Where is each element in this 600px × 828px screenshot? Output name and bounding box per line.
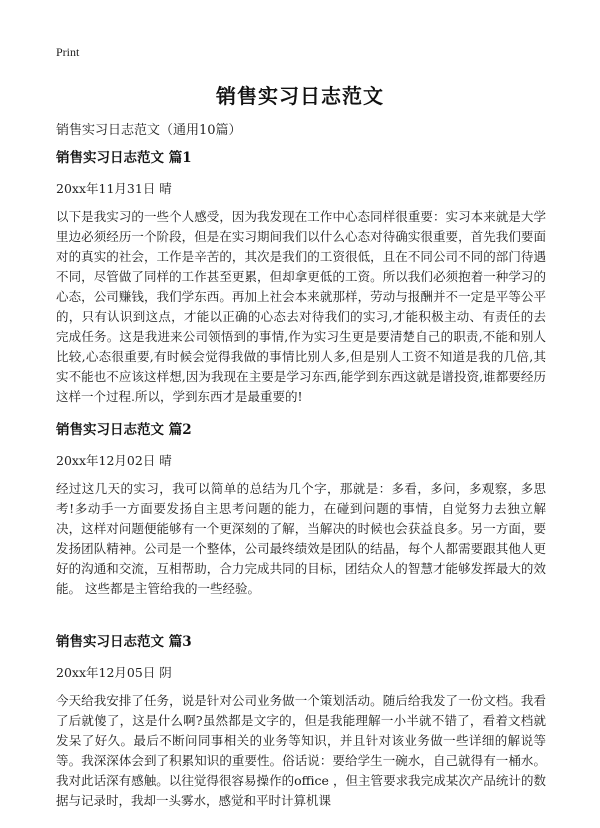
page-title: 销售实习日志范文: [216, 84, 384, 108]
article-date: 20xx年12月05日 阴: [56, 665, 172, 680]
article-2: [56, 420, 546, 599]
article-date: 20xx年11月31日 晴: [56, 181, 172, 196]
print-label[interactable]: Print: [56, 45, 80, 59]
article-body: 经过这几天的实习，我可以简单的总结为几个字，那就是：多看，多问，多观察，多思考!多动手一方面要发扬自主思考问题的能力，在碰到问题的事情，自觉努力去独立解决，这样对问题便能够有一个更深刻的了解，当解决的时候也会获益良多。另一方面，要发扬团队精神。公司是一个整体，公司最终绩效是团队的结晶，每个人都需要跟其他人更好的沟通和交流，互相帮助，合力完成共同的目标，团结众人的智慧才能够发挥最大的效能。 这些都是主管给我的一些经验。: [56, 481, 546, 596]
article-3: [56, 632, 546, 811]
article-date: 20xx年12月02日 晴: [56, 453, 172, 468]
article-heading: 销售实习日志范文 篇3: [56, 634, 192, 650]
article-heading: 销售实习日志范文 篇2: [56, 422, 192, 438]
document-subtitle: 销售实习日志范文（通用10篇）: [56, 123, 242, 138]
article-1: [56, 148, 546, 407]
article-body: 以下是我实习的一些个人感受，因为我发现在工作中心态同样很重要：实习本来就是大学里边必须经历一个阶段，但是在实习期间我们以什么心态对待确实很重要，首先我们要面对的真实的社会，工作是辛苦的，其次是我们的工资很低，且在不同公司不同的部门待遇不同，尽管做了同样的工作甚至更累，但却拿更低的工资。所以我们必须抱着一种学习的心态，公司赚钱，我们学东西。再加上社会本来就那样，劳动与报酬并不一定是平等公平的，只有认识到这点，才能以正确的心态去对待我们的实习,才能积极主动、有责任的去完成任务。这是我进来公司领悟到的事情,作为实习生更是要清楚自己的职责,不能和别人比较,心态很重要,有时候会觉得我做的事情比别人多,但是别人工资不知道是我的几倍,其实不能也不应该这样想,因为我现在主要是学习东西,能学到东西这就是谱投资,谁都要经历这样一个过程.所以，学到东西才是最重要的!: [56, 209, 546, 404]
article-body: 今天给我安排了任务，说是针对公司业务做一个策划活动。随后给我发了一份文档。我看了后就傻了，这是什么啊?虽然都是文字的，但是我能理解一小半就不错了，看着文档就发呆了好久。最后不断问同事相关的业务等知识，并且针对该业务做一些详细的解说等等。我深深体会到了积累知识的重要性。俗话说：要给学生一碗水，自己就得有一桶水。我对此话深有感触。以往觉得很容易操作的office ，但主管要求我完成某次产品统计的数据与记录时，我却一头雾水，感觉和平时计算机课: [56, 693, 546, 808]
article-heading: 销售实习日志范文 篇1: [56, 150, 192, 166]
